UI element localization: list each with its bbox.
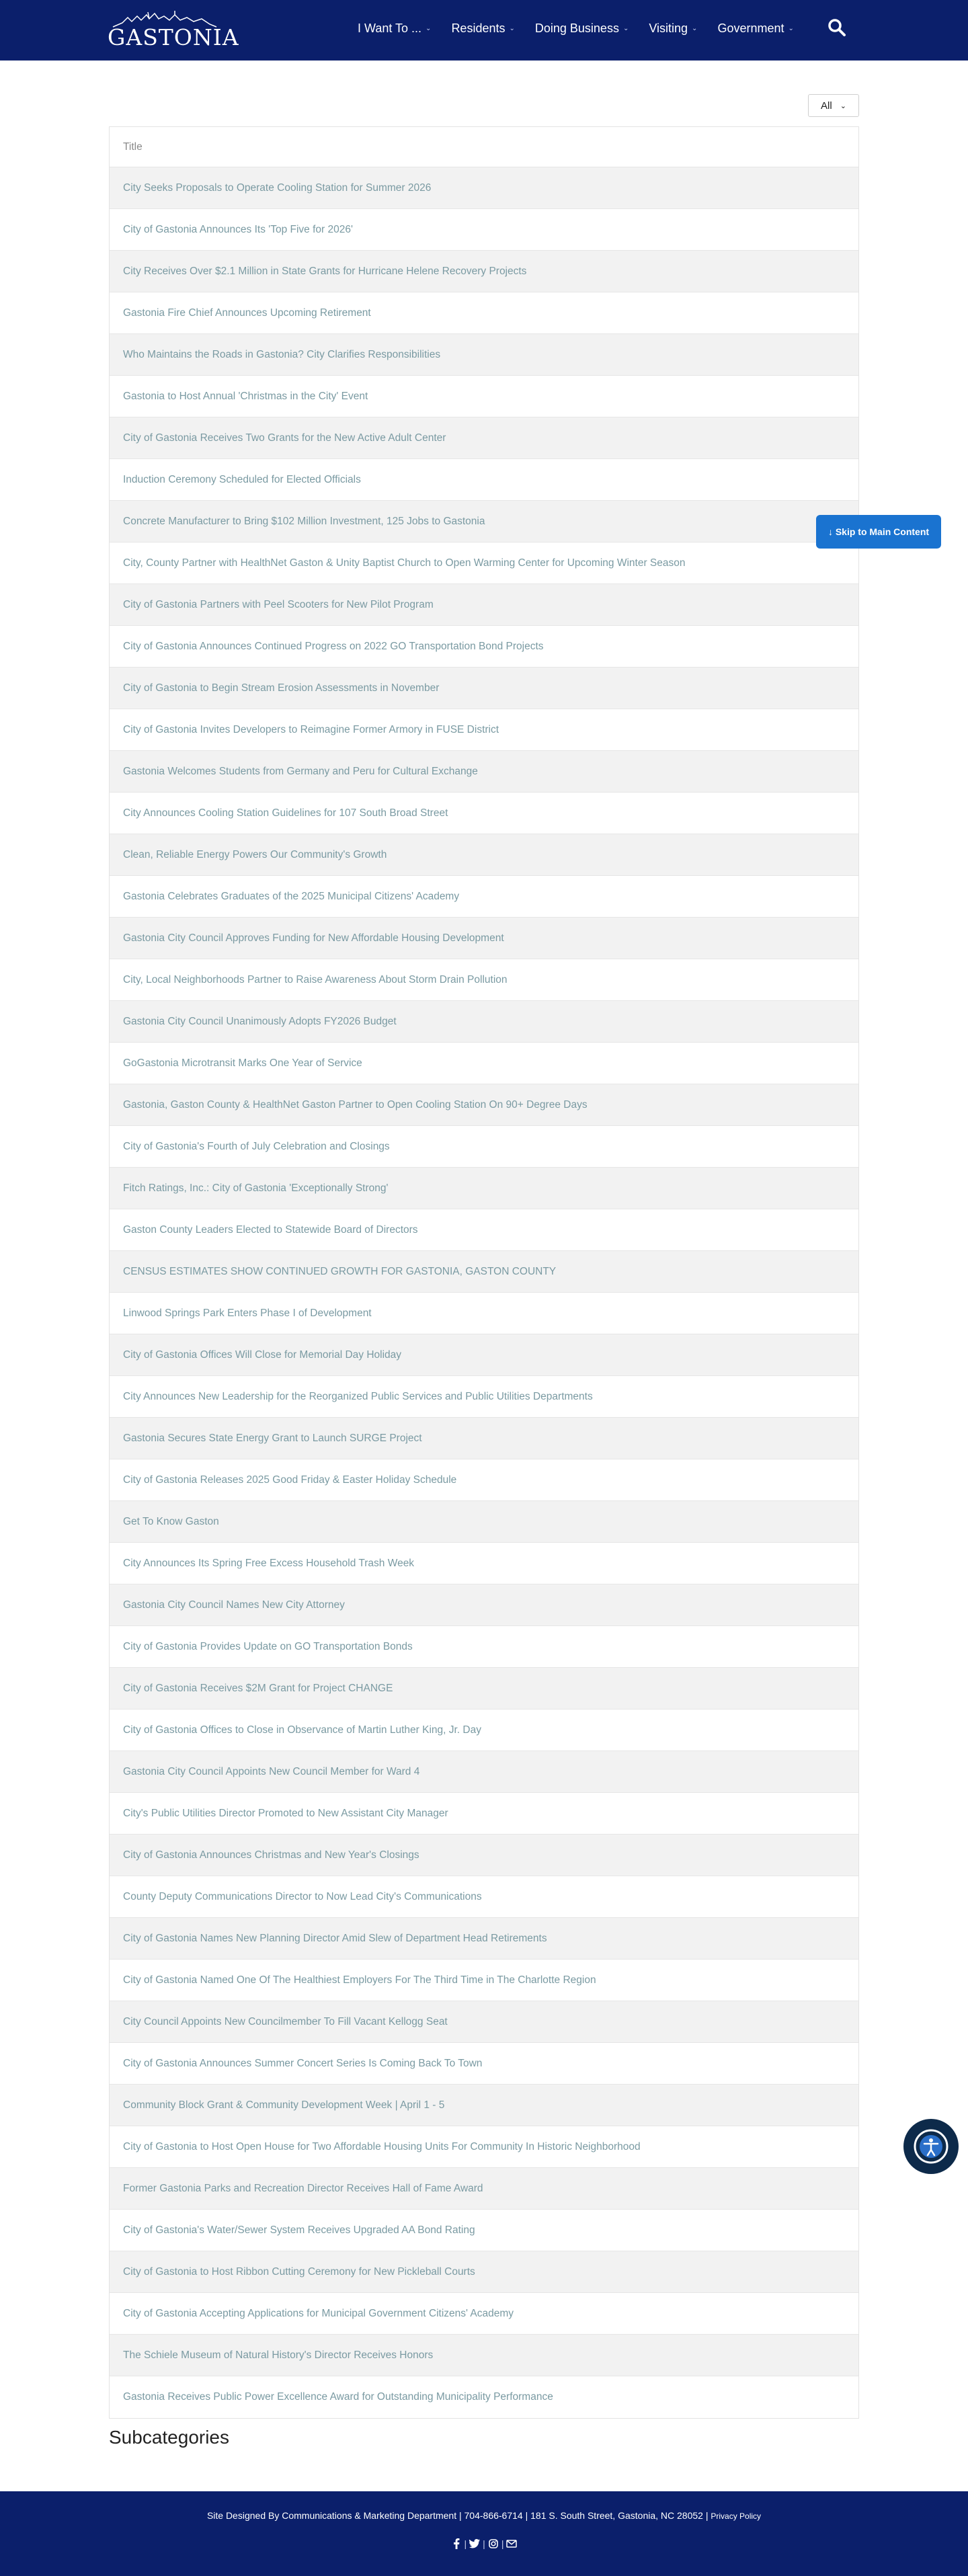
news-title-link[interactable]: City of Gastonia Announces Continued Progress on 2022 GO Transportation Bond Projects <box>123 640 544 652</box>
separator: | <box>501 2538 504 2549</box>
table-row <box>110 1001 858 1043</box>
news-title-link[interactable]: City of Gastonia to Host Ribbon Cutting Ceremony for New Pickleball Courts <box>123 2265 475 2278</box>
news-title-link[interactable]: City of Gastonia Offices Will Close for Memorial Day Holiday <box>123 1349 402 1361</box>
news-title-link[interactable]: Clean, Reliable Energy Powers Our Community's Growth <box>123 848 387 860</box>
table-row <box>110 1043 858 1084</box>
news-title-link[interactable]: City of Gastonia's Fourth of July Celebration and Closings <box>123 1140 390 1152</box>
table-row <box>110 2168 858 2210</box>
news-title-link[interactable]: Community Block Grant & Community Development Week | April 1 - 5 <box>123 2099 445 2111</box>
table-row <box>110 1709 858 1751</box>
table-row <box>110 417 858 459</box>
table-row <box>110 1293 858 1334</box>
twitter-icon[interactable] <box>469 2538 480 2549</box>
table-row <box>110 751 858 793</box>
news-list-section <box>109 94 859 2419</box>
site-footer <box>0 2491 968 2576</box>
table-row <box>110 793 858 834</box>
news-title-link[interactable]: City of Gastonia Provides Update on GO Transportation Bonds <box>123 1640 413 1652</box>
news-title-link[interactable]: City's Public Utilities Director Promoted to New Assistant City Manager <box>123 1807 448 1819</box>
table-row <box>110 2210 858 2251</box>
table-row <box>110 1084 858 1126</box>
table-row <box>110 209 858 251</box>
news-title-link[interactable]: Gastonia, Gaston County & HealthNet Gaston Partner to Open Cooling Station On 90+ Degree Days <box>123 1098 588 1111</box>
table-row <box>110 334 858 376</box>
news-title-link[interactable]: City Receives Over $2.1 Million in State Grants for Hurricane Helene Recovery Projects <box>123 265 527 277</box>
news-title-link[interactable]: City of Gastonia Accepting Applications for Municipal Government Citizens' Academy <box>123 2307 514 2319</box>
chevron-down-icon: ⌄ <box>692 25 698 32</box>
table-row <box>110 626 858 668</box>
news-title-link[interactable]: City of Gastonia to Begin Stream Erosion Assessments in November <box>123 682 440 694</box>
table-row <box>110 1876 858 1918</box>
table-row <box>110 1501 858 1543</box>
news-title-link[interactable]: City Seeks Proposals to Operate Cooling Station for Summer 2026 <box>123 182 432 194</box>
news-title-link[interactable]: City of Gastonia Announces Its 'Top Five for 2026' <box>123 223 353 235</box>
table-row <box>110 1960 858 2001</box>
table-row <box>110 2126 858 2168</box>
chevron-down-icon: ⌄ <box>788 25 794 32</box>
table-row <box>110 1376 858 1418</box>
news-title-link[interactable]: City of Gastonia Announces Christmas and New Year's Closings <box>123 1849 419 1861</box>
nav-government[interactable] <box>707 22 803 36</box>
filter-row <box>109 94 859 117</box>
separator: | <box>464 2538 467 2549</box>
news-title-link[interactable]: City of Gastonia Partners with Peel Scooters for New Pilot Program <box>123 598 434 610</box>
subcategories-heading: Subcategories <box>109 2427 230 2448</box>
table-row <box>110 376 858 417</box>
gastonia-logo[interactable] <box>108 9 239 50</box>
search-button[interactable] <box>827 17 847 38</box>
select-value: All <box>821 99 832 112</box>
news-title-link[interactable]: Gastonia Celebrates Graduates of the 2025 Municipal Citizens' Academy <box>123 890 460 902</box>
table-row <box>110 501 858 542</box>
table-row <box>110 1459 858 1501</box>
table-row <box>110 251 858 292</box>
table-row <box>110 1334 858 1376</box>
news-title-link[interactable]: City of Gastonia Invites Developers to Reimagine Former Armory in FUSE District <box>123 723 499 735</box>
news-title-link[interactable]: City of Gastonia's Water/Sewer System Receives Upgraded AA Bond Rating <box>123 2224 475 2236</box>
table-row <box>110 167 858 209</box>
table-row <box>110 1126 858 1168</box>
nav-doing-business[interactable] <box>525 22 639 36</box>
nav-label: Residents <box>451 22 506 35</box>
news-title-link[interactable]: City, County Partner with HealthNet Gaston & Unity Baptist Church to Open Warming Center for Upcoming Winter Season <box>123 557 686 569</box>
news-title-link[interactable]: Gastonia Welcomes Students from Germany and Peru for Cultural Exchange <box>123 765 478 777</box>
news-title-link[interactable]: Who Maintains the Roads in Gastonia? City Clarifies Responsibilities <box>123 348 441 360</box>
table-row <box>110 1418 858 1459</box>
chevron-down-icon: ⌄ <box>426 25 432 32</box>
news-title-link[interactable]: The Schiele Museum of Natural History's Director Receives Honors <box>123 2349 434 2361</box>
news-title-link[interactable]: City Council Appoints New Councilmember To Fill Vacant Kellogg Seat <box>123 2015 448 2027</box>
table-row <box>110 876 858 918</box>
table-row <box>110 2293 858 2335</box>
table-row <box>110 1251 858 1293</box>
news-title-link[interactable]: City of Gastonia Announces Summer Concert Series Is Coming Back To Town <box>123 2057 483 2069</box>
table-row <box>110 2001 858 2043</box>
news-title-link[interactable]: Induction Ceremony Scheduled for Elected Officials <box>123 473 361 485</box>
news-title-link[interactable]: Gaston County Leaders Elected to Statewide Board of Directors <box>123 1223 418 1236</box>
news-title-link[interactable]: City of Gastonia Offices to Close in Observance of Martin Luther King, Jr. Day <box>123 1724 481 1736</box>
news-title-link[interactable]: City of Gastonia to Host Open House for Two Affordable Housing Units For Community In Historic Neighborhood <box>123 2140 641 2152</box>
table-row <box>110 2085 858 2126</box>
email-icon[interactable] <box>506 2538 517 2549</box>
news-title-link[interactable]: Gastonia Receives Public Power Excellence Award for Outstanding Municipality Performance <box>123 2391 553 2403</box>
news-title-link[interactable]: County Deputy Communications Director to Now Lead City's Communications <box>123 1890 482 1902</box>
news-title-link[interactable]: Concrete Manufacturer to Bring $102 Million Investment, 125 Jobs to Gastonia <box>123 515 485 527</box>
nav-label: Government <box>717 22 784 35</box>
logo-text: GASTONIA <box>108 24 239 50</box>
table-row <box>110 709 858 751</box>
footer-text: Site Designed By Communications & Marketing Department | 704-866-6714 | 181 S. South Street, Gastonia, NC 28052 | <box>206 2510 711 2521</box>
main-nav <box>348 22 804 36</box>
table-row <box>110 2376 858 2418</box>
news-title-link[interactable]: Gastonia to Host Annual 'Christmas in the City' Event <box>123 390 368 402</box>
news-title-link[interactable]: Get To Know Gaston <box>123 1515 219 1527</box>
news-title-link[interactable]: Gastonia Fire Chief Announces Upcoming Retirement <box>123 307 371 319</box>
table-row <box>110 1918 858 1960</box>
news-title-link[interactable]: Gastonia City Council Appoints New Council Member for Ward 4 <box>123 1765 420 1777</box>
instagram-icon[interactable] <box>488 2538 499 2549</box>
table-row <box>110 918 858 959</box>
chevron-down-icon: ⌄ <box>622 25 629 32</box>
nav-label: I Want To ... <box>358 22 422 35</box>
news-title-link[interactable]: City of Gastonia Receives $2M Grant for Project CHANGE <box>123 1682 393 1694</box>
social-links <box>0 2538 968 2549</box>
table-row <box>110 2251 858 2293</box>
table-row <box>110 1793 858 1835</box>
privacy-policy-link[interactable]: Privacy Policy <box>711 2511 762 2521</box>
skip-to-main-content-button[interactable]: ↓ Skip to Main Content <box>816 515 941 549</box>
table-row <box>110 668 858 709</box>
nav-residents[interactable] <box>441 22 524 36</box>
table-row <box>110 2335 858 2376</box>
news-title-link[interactable]: City Announces New Leadership for the Reorganized Public Services and Public Utilities Departments <box>123 1390 593 1402</box>
news-title-link[interactable]: Linwood Springs Park Enters Phase I of Development <box>123 1307 372 1319</box>
news-title-link[interactable]: CENSUS ESTIMATES SHOW CONTINUED GROWTH FOR GASTONIA, GASTON COUNTY <box>123 1265 557 1277</box>
search-icon <box>827 17 847 38</box>
table-row <box>110 1751 858 1793</box>
chevron-down-icon: ⌄ <box>840 102 846 110</box>
news-title-link[interactable]: City Announces Its Spring Free Excess Household Trash Week <box>123 1557 415 1569</box>
news-title-link[interactable]: City Announces Cooling Station Guidelines for 107 South Broad Street <box>123 807 448 819</box>
table-header[interactable] <box>110 127 858 167</box>
facebook-icon[interactable] <box>451 2538 462 2549</box>
accessibility-button[interactable] <box>903 2119 959 2174</box>
nav-label: Visiting <box>649 22 688 35</box>
nav-label: Doing Business <box>534 22 619 35</box>
table-row <box>110 1168 858 1209</box>
news-title-link[interactable]: Gastonia City Council Unanimously Adopts FY2026 Budget <box>123 1015 397 1027</box>
table-row <box>110 1209 858 1251</box>
news-title-link[interactable]: Gastonia City Council Names New City Attorney <box>123 1599 345 1611</box>
table-row <box>110 584 858 626</box>
chevron-down-icon: ⌄ <box>509 25 515 32</box>
news-title-link[interactable]: City of Gastonia Names New Planning Director Amid Slew of Department Head Retirements <box>123 1932 547 1944</box>
footer-info <box>0 2510 968 2521</box>
news-title-link[interactable]: Gastonia Secures State Energy Grant to Launch SURGE Project <box>123 1432 422 1444</box>
table-row <box>110 292 858 334</box>
display-count-select[interactable] <box>808 94 859 117</box>
news-title-link[interactable]: City, Local Neighborhoods Partner to Raise Awareness About Storm Drain Pollution <box>123 973 508 985</box>
news-title-link[interactable]: Former Gastonia Parks and Recreation Director Receives Hall of Fame Award <box>123 2182 483 2194</box>
table-row <box>110 459 858 501</box>
nav-i-want-to[interactable] <box>348 22 441 36</box>
table-row <box>110 542 858 584</box>
news-title-link[interactable]: Fitch Ratings, Inc.: City of Gastonia 'Exceptionally Strong' <box>123 1182 389 1194</box>
separator: | <box>483 2538 485 2549</box>
table-row <box>110 1543 858 1584</box>
news-title-link[interactable]: Gastonia City Council Approves Funding for New Affordable Housing Development <box>123 932 504 944</box>
news-table <box>109 126 859 2419</box>
column-title: Title <box>123 140 143 153</box>
table-row <box>110 2043 858 2085</box>
news-title-link[interactable]: City of Gastonia Receives Two Grants for the New Active Adult Center <box>123 432 446 444</box>
nav-visiting[interactable] <box>639 22 707 36</box>
table-row <box>110 959 858 1001</box>
table-row <box>110 1626 858 1668</box>
table-row <box>110 1584 858 1626</box>
table-row <box>110 1668 858 1709</box>
news-title-link[interactable]: City of Gastonia Named One Of The Healthiest Employers For The Third Time in The Charlotte Region <box>123 1974 596 1986</box>
site-header <box>0 0 968 61</box>
news-title-link[interactable]: City of Gastonia Releases 2025 Good Friday & Easter Holiday Schedule <box>123 1474 457 1486</box>
accessibility-icon <box>911 2126 951 2167</box>
news-title-link[interactable]: GoGastonia Microtransit Marks One Year of Service <box>123 1057 362 1069</box>
table-row <box>110 834 858 876</box>
table-row <box>110 1835 858 1876</box>
